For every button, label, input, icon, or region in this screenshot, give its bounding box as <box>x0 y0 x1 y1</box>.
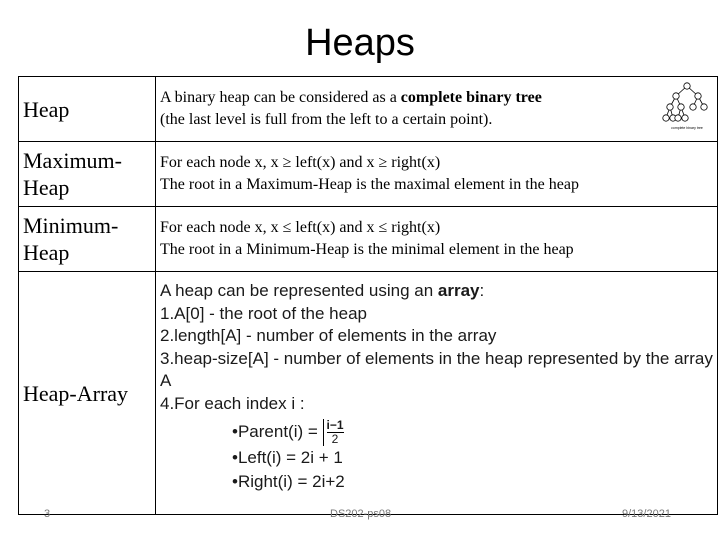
def-heap-array <box>156 272 718 515</box>
index-formulas <box>232 419 717 494</box>
def-heap-line1: A binary heap can be considered as a complete binary tree <box>160 89 542 106</box>
table-row <box>19 77 718 142</box>
term-heap-array: Heap-Array <box>19 272 156 515</box>
slide-number: 3 <box>44 508 51 520</box>
right-formula: •Right(i) = 2i+2 <box>232 472 345 491</box>
def-maximum-heap <box>156 142 718 207</box>
floor-fraction: $\frac{i-1}{2}$ <box>323 419 347 446</box>
array-item: 4.For each index i : <box>160 393 305 413</box>
term-maximum-heap: Maximum-Heap <box>19 142 156 207</box>
heap-definitions-table <box>18 76 718 515</box>
def-max-line1: For each node x, x ≥ left(x) and x ≥ right(x) <box>160 154 441 171</box>
array-item: 3.heap-size[A] - number of elements in the heap represented by the array A <box>160 348 713 390</box>
term-minimum-heap: Minimum-Heap <box>19 207 156 272</box>
left-formula: •Left(i) = 2i + 1 <box>232 448 343 467</box>
def-max-line2: The root in a Maximum-Heap is the maximal element in the heap <box>160 176 579 193</box>
parent-formula: •Parent(i) = $\frac{i-1}{2}$ <box>232 419 717 446</box>
term-heap: Heap <box>19 77 156 142</box>
array-item: 2.length[A] - number of elements in the array <box>160 326 497 345</box>
def-min-line1: For each node x, x ≤ left(x) and x ≤ right(x) <box>160 219 441 236</box>
tree-caption: complete binary tree <box>671 126 703 130</box>
def-heap <box>156 77 718 142</box>
array-item: 1.A[0] - the root of the heap <box>160 303 367 323</box>
table-row <box>19 142 718 207</box>
def-heap-line2: (the last level is full from the left to a certain point). <box>160 111 493 128</box>
complete-binary-tree-image <box>661 81 713 135</box>
table-row <box>19 207 718 272</box>
def-min-line2: The root in a Minimum-Heap is the minimal element in the heap <box>160 241 574 258</box>
table-row <box>19 272 718 515</box>
footer-course: DS202-ps08 <box>330 508 392 520</box>
def-minimum-heap <box>156 207 718 272</box>
footer-date: 9/13/2021 <box>622 508 671 520</box>
slide-title: Heaps <box>305 22 415 64</box>
array-intro: A heap can be represented using an array: <box>160 281 485 300</box>
